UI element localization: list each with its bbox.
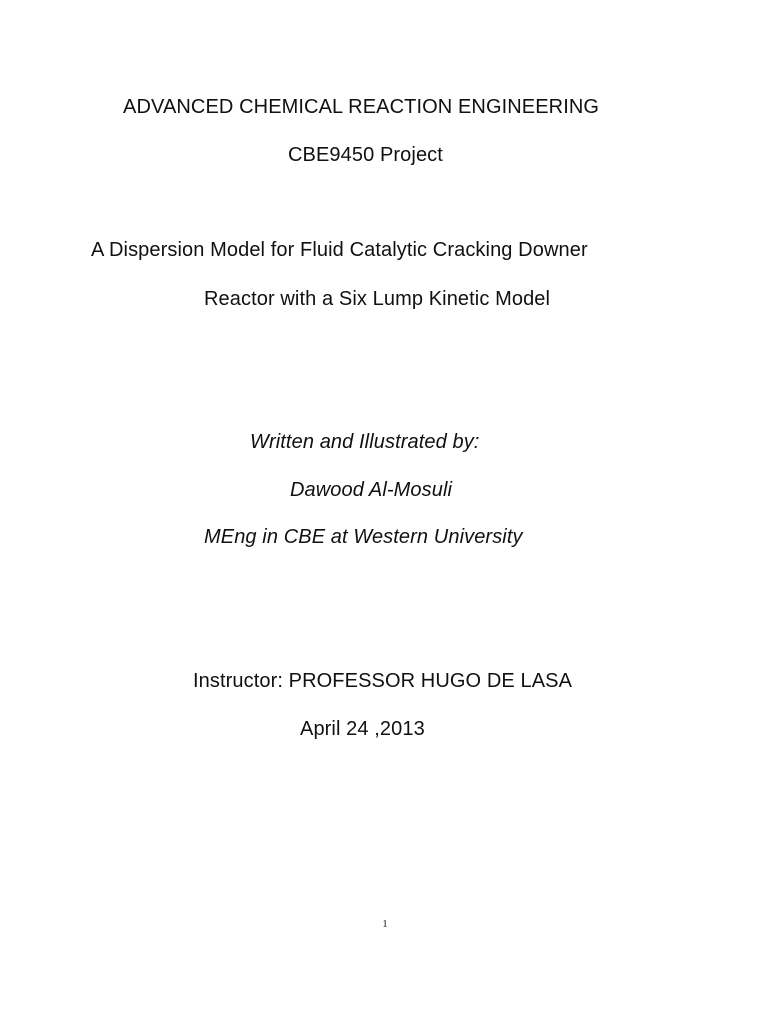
title-line-1: A Dispersion Model for Fluid Catalytic Cracking Downer xyxy=(91,239,588,261)
author-intro: Written and Illustrated by: xyxy=(250,431,480,453)
page-number: 1 xyxy=(382,918,388,930)
date-line: April 24 ,2013 xyxy=(300,718,425,740)
project-code: CBE9450 Project xyxy=(288,144,443,166)
instructor-line: Instructor: PROFESSOR HUGO DE LASA xyxy=(193,670,573,692)
author-affiliation: MEng in CBE at Western University xyxy=(204,526,523,548)
author-name: Dawood Al-Mosuli xyxy=(290,479,453,501)
title-line-2: Reactor with a Six Lump Kinetic Model xyxy=(204,288,551,310)
course-title: ADVANCED CHEMICAL REACTION ENGINEERING xyxy=(123,96,600,118)
